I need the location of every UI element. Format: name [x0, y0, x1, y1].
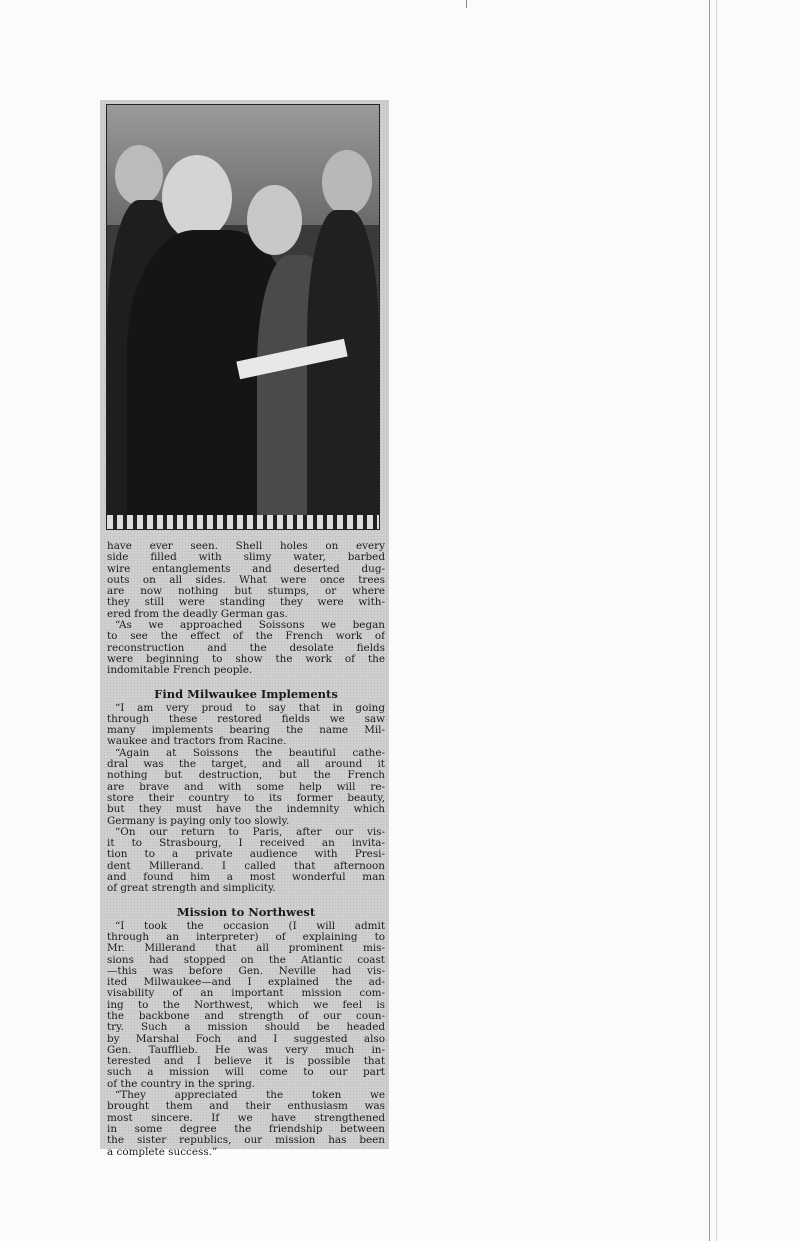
section-heading: Find Milwaukee Implements [154, 686, 338, 701]
text-line: are brave and with some help will re- [107, 781, 385, 793]
text-line: ited Milwaukee—and I explained the ad- [107, 977, 385, 989]
text-line: Gen. Taufflieb. He was very much in- [107, 1044, 385, 1056]
text-line: “As we approached Soissons we began [115, 620, 385, 632]
text-line: “Again at Soissons the beautiful cathe- [115, 747, 385, 759]
text-line: “I took the occasion (I will admit [115, 920, 385, 932]
text-line: nothing but destruction, but the French [107, 770, 385, 782]
photo-figure-head [322, 150, 372, 215]
text-line: many implements bearing the name Mil- [107, 725, 385, 737]
text-line: the backbone and strength of our coun- [107, 1010, 385, 1022]
article-paragraph [107, 748, 385, 827]
article-body [107, 541, 385, 1158]
text-line: most sincere. If we have strengthened [107, 1112, 385, 1124]
text-line: terested and I believe it is possible that [107, 1056, 385, 1068]
text-line: by Marshal Foch and I suggested also [107, 1033, 385, 1045]
text-line: waukee and tractors from Racine. [107, 736, 287, 748]
article-paragraph [107, 703, 385, 748]
text-line: ered from the deadly German gas. [107, 608, 288, 620]
text-line: reconstruction and the desolate fields [107, 642, 385, 654]
text-line: such a mission will come to our part [107, 1067, 385, 1079]
text-line: the sister republics, our mission has been [107, 1135, 385, 1147]
article-paragraph [107, 620, 385, 676]
text-line: “On our return to Paris, after our vis- [115, 826, 385, 838]
text-line: are now nothing but stumps, or where [107, 586, 385, 598]
section-heading: Mission to Northwest [176, 904, 316, 919]
photo-floor [107, 515, 379, 529]
photo-figure-head [115, 145, 163, 205]
text-line: but they must have the indemnity which [107, 804, 385, 816]
text-line: dent Millerand. I called that afternoon [107, 860, 385, 872]
article-paragraph [107, 541, 385, 620]
text-line: of the country in the spring. [107, 1078, 256, 1090]
page-mark [466, 0, 467, 8]
text-line: ing to the Northwest, which we feel is [107, 999, 385, 1011]
photo-figure-body [307, 210, 379, 530]
text-line: it to Strasbourg, I received an invita- [107, 838, 385, 850]
photo-figure-head [162, 155, 232, 240]
text-line: sions had stopped on the Atlantic coast [107, 954, 385, 966]
photo-figure-head [247, 185, 302, 255]
text-line: have ever seen. Shell holes on every [107, 541, 385, 552]
text-line: “I am very proud to say that in going [115, 702, 385, 714]
text-line: tion to a private audience with Presi- [107, 849, 385, 861]
article-paragraph [107, 921, 385, 1090]
text-line: Mr. Millerand that all prominent mis- [107, 943, 385, 955]
text-line: “They appreciated the token we [115, 1090, 385, 1102]
page-edge [709, 0, 710, 1241]
text-line: try. Such a mission should be headed [107, 1022, 385, 1034]
text-line: wire entanglements and deserted dug- [107, 563, 385, 575]
text-line: store their country to its former beauty, [107, 792, 385, 804]
text-line: —this was before Gen. Neville had vis- [107, 965, 385, 977]
text-line: a complete success.” [107, 1146, 218, 1158]
text-line: and found him a most wonderful man [107, 872, 385, 884]
text-line: in some degree the friendship between [107, 1123, 385, 1135]
text-line: through these restored fields we saw [107, 713, 385, 725]
text-line: to see the effect of the French work of [107, 631, 385, 643]
text-line: they still were standing they were with- [107, 597, 385, 609]
text-line: were beginning to show the work of the [107, 653, 385, 665]
text-line: of great strength and simplicity. [107, 883, 276, 895]
article-paragraph [107, 1090, 385, 1158]
text-line: side filled with slimy water, barbed [107, 552, 385, 564]
news-photo [106, 104, 380, 530]
text-line: visability of an important mission com- [107, 988, 385, 1000]
text-line: through an interpreter) of explaining to [107, 931, 385, 943]
page-edge-shadow [716, 0, 717, 1241]
text-line: indomitable French people. [107, 665, 253, 677]
article-paragraph [107, 827, 385, 895]
text-line: brought them and their enthusiasm was [107, 1101, 385, 1113]
text-line: Germany is paying only too slowly. [107, 815, 290, 827]
text-line: outs on all sides. What were once trees [107, 574, 385, 586]
text-line: dral was the target, and all around it [107, 759, 385, 771]
